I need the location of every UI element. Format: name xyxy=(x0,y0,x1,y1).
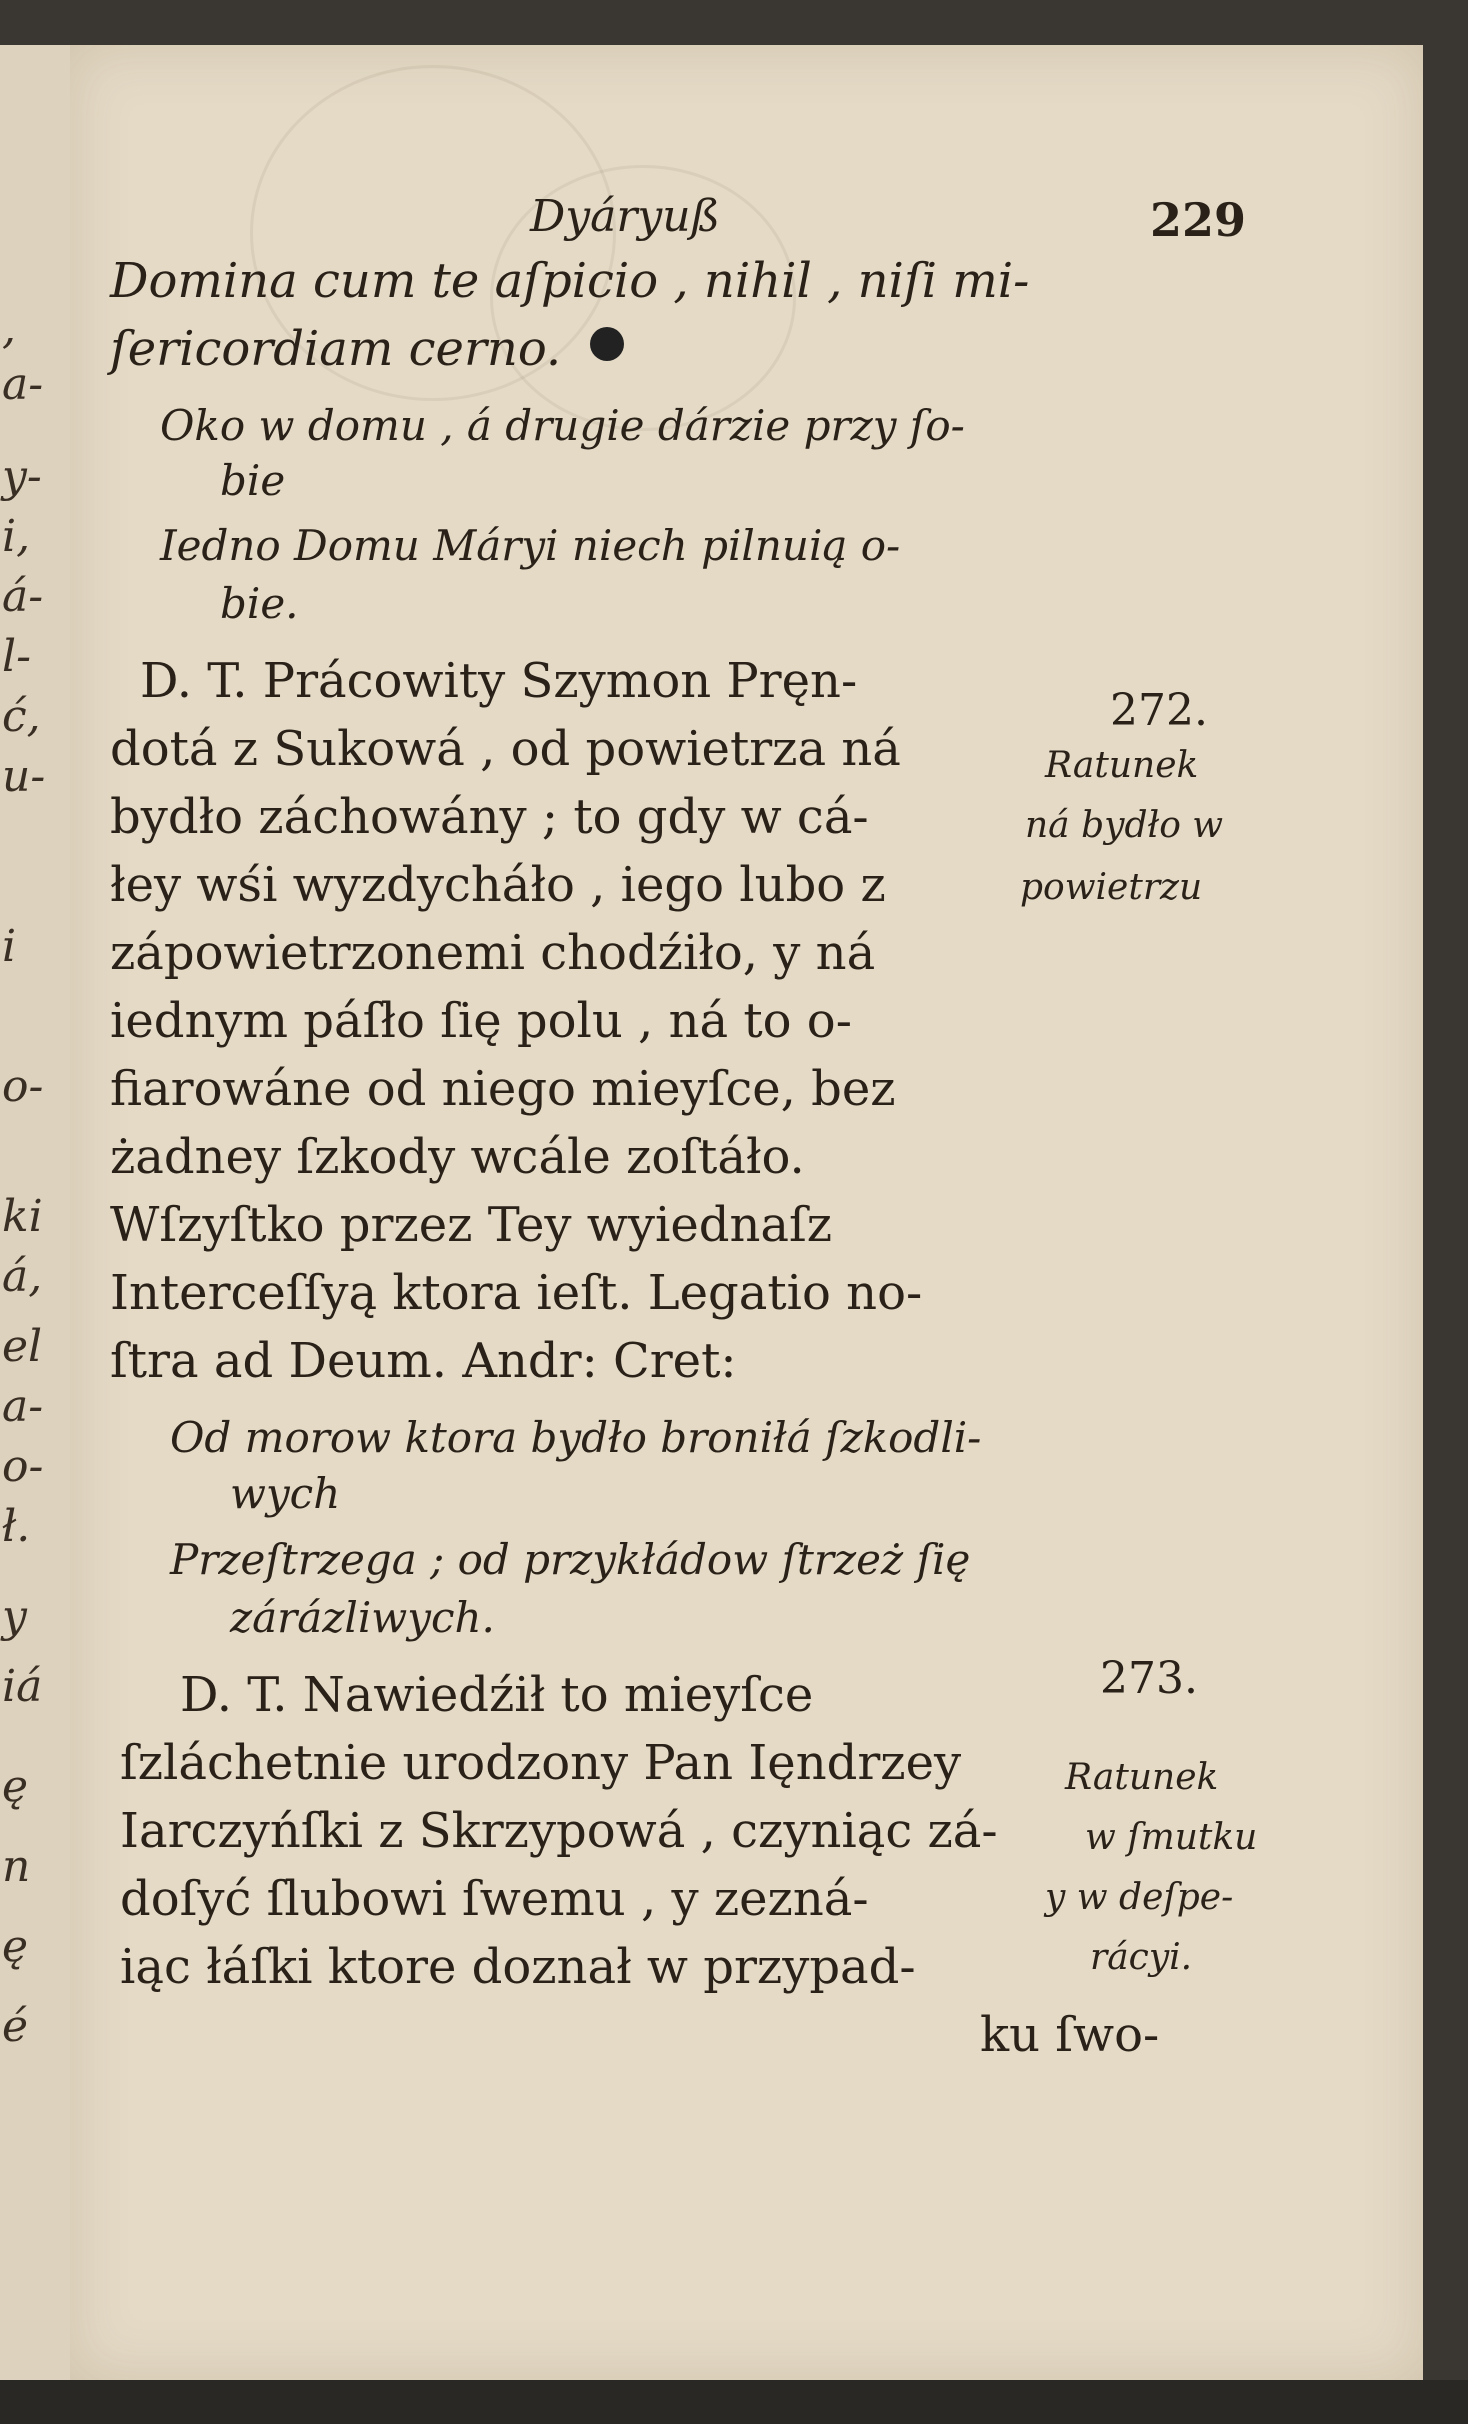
margin-note-line: Ratunek xyxy=(1045,745,1199,786)
text-line: zápowietrzonemi chodźiło, y ná xyxy=(110,925,876,981)
text-line: łey wśi wyzdycháło , iego lubo z xyxy=(110,857,886,913)
running-title: Dyáryuß xyxy=(530,191,720,242)
margin-entry-number: 273. xyxy=(1100,1653,1198,1704)
prev-fragment: ć, xyxy=(2,691,41,742)
prev-fragment: o- xyxy=(2,1441,44,1492)
prev-fragment: a- xyxy=(2,359,44,410)
verse-line: zárázliwych. xyxy=(230,1593,495,1642)
book-page xyxy=(70,45,1423,2380)
prev-fragment: y- xyxy=(2,451,42,502)
prev-fragment: l- xyxy=(2,631,31,682)
text-line: ſzláchetnie urodzony Pan Ięndrzey xyxy=(120,1735,962,1791)
prev-fragment: y xyxy=(2,1591,27,1642)
margin-note-line: powietrzu xyxy=(1020,867,1203,908)
margin-entry-number: 272. xyxy=(1110,685,1208,736)
verse-line: Przeſtrzega ; od przykłádow ſtrzeż ſię xyxy=(170,1535,971,1584)
text-line: Wſzyſtko przez Tey wyiednaſz xyxy=(110,1197,833,1253)
previous-page-edge xyxy=(0,45,73,2380)
text-line: dotá z Sukowá , od powietrza ná xyxy=(110,721,901,777)
text-line: iąc łáſki ktore doznał w przypad- xyxy=(120,1939,916,1995)
prev-fragment: á- xyxy=(2,571,44,622)
text-line: Iarczyńſki z Skrzypowá , czyniąc zá- xyxy=(120,1803,998,1859)
text-line: żadney ſzkody wcále zoſtáło. xyxy=(110,1129,805,1185)
verse-line: wych xyxy=(230,1469,341,1518)
prev-fragment: ki xyxy=(2,1191,43,1242)
text-line: ſtra ad Deum. Andr: Cret: xyxy=(110,1333,737,1389)
prev-fragment: el xyxy=(2,1321,43,1372)
prev-fragment: o- xyxy=(2,1061,44,1112)
prev-fragment: a- xyxy=(2,1381,44,1432)
prev-fragment: ę xyxy=(2,1921,29,1972)
margin-note-line: Ratunek xyxy=(1065,1757,1219,1798)
margin-note-line: ná bydło w xyxy=(1025,805,1224,846)
text-line: D. T. Nawiedźił to mieyſce xyxy=(180,1667,814,1723)
catchword: ku ſwo- xyxy=(980,2007,1160,2063)
prev-fragment: á, xyxy=(2,1251,43,1302)
margin-note-line: y w deſpe- xyxy=(1045,1877,1234,1918)
text-line: doſyć ſlubowi ſwemu , y zezná- xyxy=(120,1871,869,1927)
verse-line: Od morow ktora bydło broniłá ſzkodli- xyxy=(170,1413,982,1462)
prev-fragment: i, xyxy=(2,511,31,562)
text-line: iednym páſło ſię polu , ná to o- xyxy=(110,993,852,1049)
scan-background xyxy=(0,2380,1468,2424)
prev-fragment: i xyxy=(2,921,17,972)
prev-fragment: ł. xyxy=(2,1501,31,1552)
prev-fragment: n xyxy=(2,1841,31,1892)
verse-line: bie xyxy=(220,456,286,505)
prev-fragment: , xyxy=(2,303,16,354)
text-line: Domina cum te aſpicio , nihil , niſi mi- xyxy=(110,253,1030,309)
prev-fragment: é xyxy=(2,2001,29,2052)
verse-line: Iedno Domu Máryi niech pilnuią o- xyxy=(160,521,901,570)
text-line: bydło záchowány ; to gdy w cá- xyxy=(110,789,869,845)
prev-fragment: ę xyxy=(2,1761,29,1812)
verse-line: Oko w domu , á drugie dárzie przy ſo- xyxy=(160,401,965,450)
text-line: Interceſſyą ktora ieſt. Legatio no- xyxy=(110,1265,923,1321)
prev-fragment: u- xyxy=(2,751,46,802)
ink-blot xyxy=(590,327,624,361)
text-line: ſericordiam cerno. xyxy=(110,321,562,377)
verse-line: bie. xyxy=(220,579,299,628)
margin-note-line: rácyi. xyxy=(1090,1937,1193,1978)
page-number: 229 xyxy=(1150,193,1247,247)
margin-note-line: w ſmutku xyxy=(1085,1817,1258,1858)
text-line: fiarowáne od niego mieyſce, bez xyxy=(110,1061,896,1117)
prev-fragment: iá xyxy=(2,1661,43,1712)
text-line: D. T. Prácowity Szymon Pręn- xyxy=(140,653,858,709)
